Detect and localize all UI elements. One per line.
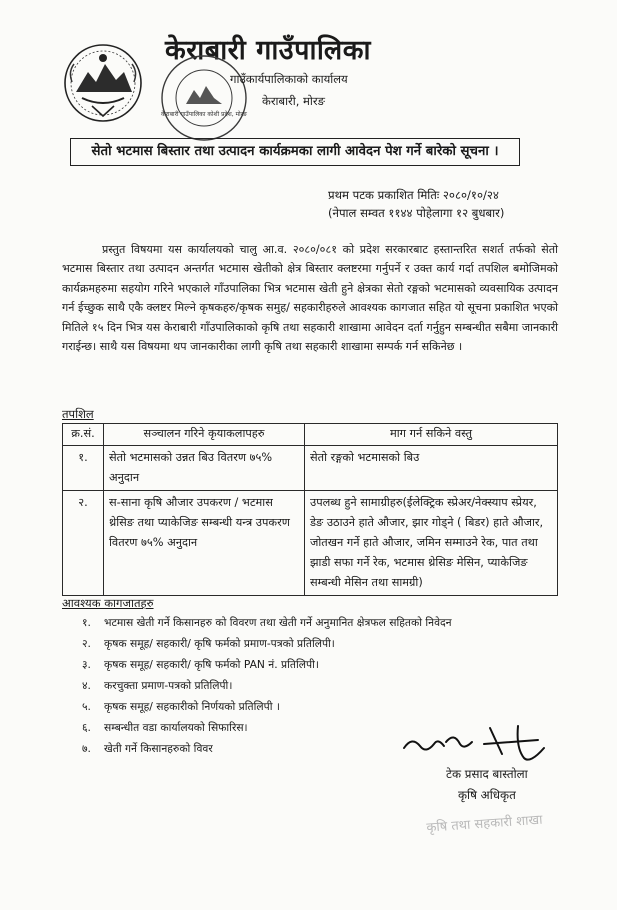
schedule-label: तपशिल (62, 407, 94, 421)
seal-text: केराबारी गाउँपालिका कोशी प्रदेश, मोरङ (160, 111, 248, 118)
office-name: केराबारी गाउँपालिका (165, 35, 371, 66)
department-stamp-icon (420, 798, 550, 840)
row-serial: २. (63, 491, 104, 596)
header-items: माग गर्न सकिने वस्तु (305, 424, 558, 446)
schedule-table (62, 423, 558, 596)
row-items: उपलब्ध हुने सामाग्रीहरु(ईलेक्ट्रिक स्प्रेअर/नेक्स्याप स्प्रेयर, डेङ उठाउने हाते औजार, झार गोड्ने ( बिडर) हाते औजार, जोतखन गर्ने हाते औजार, जमिन सम्माउने रेक, पात तथा झाडी सफा गर्ने रेक, भटमास थ्रेसिङ मेसिन, प्याकेजिङ सम्बन्धी मेसिन तथा सामग्री) (305, 491, 558, 596)
list-item: ४. करचुक्ता प्रमाण-पत्रको प्रतिलिपी। (82, 679, 233, 692)
office-subtitle: गाउँकार्यपालिकाको कार्यालय (230, 72, 348, 86)
stamp-text: कृषि तथा सहकारी शाखा (425, 812, 543, 836)
table-header-row (63, 424, 558, 446)
row-serial: १. (63, 446, 104, 491)
publication-date: प्रथम पटक प्रकाशित मितिः २०८०/१०/२४ (328, 188, 499, 202)
office-address: केराबारी, मोरङ (262, 94, 325, 108)
signatory-name: टेक प्रसाद बास्तोला (446, 767, 528, 781)
row-activity: स-साना कृषि औजार उपकरण / भटमास थ्रेसिङ तथा प्याकेजिङ सम्बन्धी यन्त्र उपकरण वितरण ७५% अनुदान (104, 491, 305, 596)
list-item: ७. खेती गर्ने किसानहरुको विवर (82, 742, 213, 755)
list-item: ५. कृषक समूह/ सहकारीको निर्णयको प्रतिलिपी । (82, 700, 280, 713)
table-row (63, 491, 558, 596)
list-item: १. भटमास खेती गर्ने किसानहरु को विवरण तथा खेती गर्ने अनुमानित क्षेत्रफल सहितको निवेदन (82, 616, 452, 629)
signature-icon (398, 718, 548, 770)
nepal-emblem-icon (62, 42, 144, 124)
office-seal-icon (158, 52, 250, 144)
notice-body: प्रस्तुत विषयमा यस कार्यालयको चालु आ.व. २०८०/०८१ को प्रदेश सरकारबाट हस्तान्तरित सशर्त तर्फको सेतो भटमास बिस्तार तथा उत्पादन अन्तर्गत भटमास खेतीको क्षेत्र बिस्तार क्लष्टरमा गर्नुपर्ने र उक्त कार्य गर्दा तपशिल बमोजिमको कार्यक्रमहरुमा सहयोग गरिने भएकाले गाँउपालिका भित्र भटमास खेती हुने क्षेत्रका सेतो रङ्गको भटमासको व्यवसायिक उत्पादन गर्न ईच्छुक साथै एकै क्लष्टर मिल्ने कृषकहरु/कृषक समुह/ सहकारीहरुले आवश्यक कागजात सहित यो सूचना प्रकाशित भएको मितिले १५ दिन भित्र यस केराबारी गाँउपालिकाको कृषि तथा सहकारी शाखामा आवेदन दर्ता गर्नुहुन सम्बन्धीत सबैमा जानकारी गराईन्छ। साथै यस विषयमा थप जानकारीका लागी कृषि तथा सहकारी शाखामा सम्पर्क गर्न सकिनेछ । (62, 243, 558, 354)
documents-label: आवश्यक कागजातहरु (62, 596, 154, 610)
row-activity: सेतो भटमासको उन्नत बिउ वितरण ७५% अनुदान (104, 446, 305, 491)
list-item: २. कृषक समूह/ सहकारी/ कृषि फर्मको प्रमाण-पत्रको प्रतिलिपी। (82, 637, 335, 650)
header-serial: क्र.सं. (63, 424, 104, 446)
list-item: ३. कृषक समूह/ सहकारी/ कृषि फर्मको PAN नं. प्रतिलिपी। (82, 658, 319, 671)
table-row (63, 446, 558, 491)
row-items: सेतो रङ्गको भटमासको बिउ (305, 446, 558, 491)
header-activity: सञ्चालन गरिने कृयाकलापहरु (104, 424, 305, 446)
documents-list (82, 612, 452, 759)
notice-subject: सेतो भटमास बिस्तार तथा उत्पादन कार्यक्रमका लागी आवेदन पेश गर्ने बारेको सूचना । (70, 138, 520, 166)
nepal-sambat-date: (नेपाल सम्वत ११४४ पोहेलागा १२ बुधबार) (328, 206, 505, 220)
signatory-title: कृषि अधिकृत (458, 788, 516, 802)
list-item: ६. सम्बन्धीत वडा कार्यालयको सिफारिस। (82, 721, 248, 734)
